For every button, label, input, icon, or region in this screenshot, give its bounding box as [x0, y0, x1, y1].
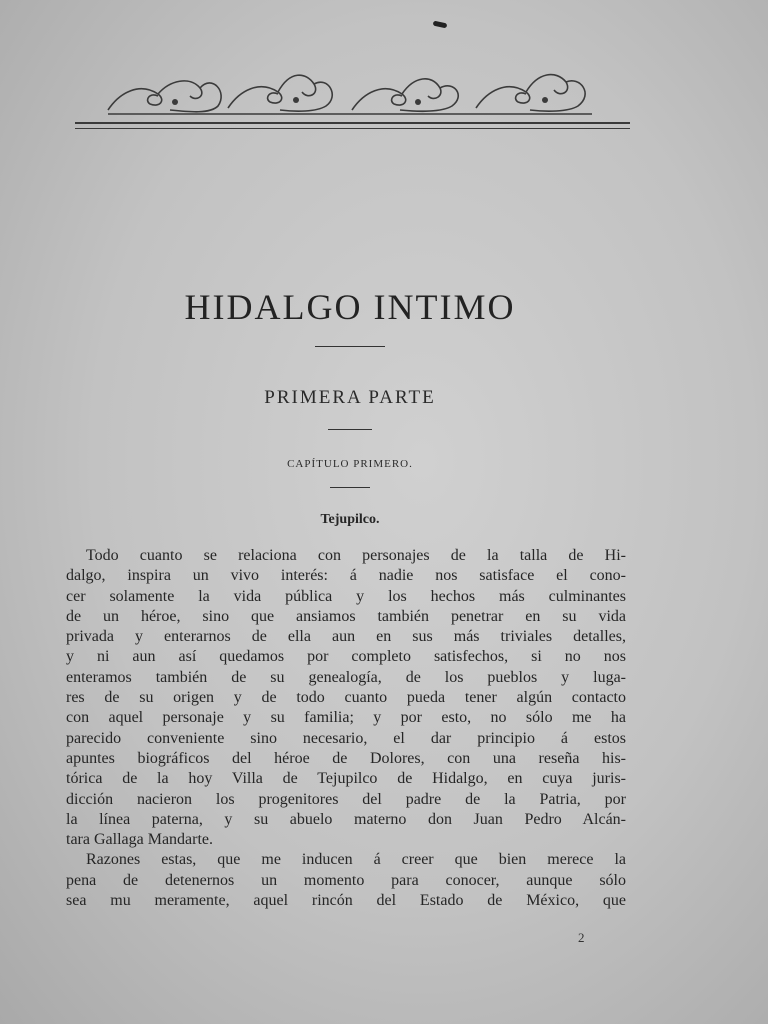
ink-blot: [433, 21, 448, 29]
text-line: cer solamente la vida pública y los hechos más culminantes: [66, 587, 626, 605]
text-line: de un héroe, sino que ansiamos también penetrar en su vida: [66, 607, 626, 625]
text-line: Todo cuanto se relaciona con personajes de la talla de Hi-: [86, 547, 626, 564]
text-line: dalgo, inspira un vivo interés: á nadie nos satisface el cono-: [66, 567, 626, 585]
part-heading: PRIMERA PARTE: [264, 387, 436, 408]
body-text: [66, 546, 626, 911]
chapter-heading: CAPÍTULO PRIMERO.: [287, 458, 413, 470]
title-divider: [315, 346, 385, 347]
decorative-headpiece-ornament: [100, 62, 600, 120]
part-divider: [328, 429, 372, 430]
text-line: privada y enterarnos de ella aun en sus más triviales detalles,: [66, 628, 626, 646]
text-line: res de su origen y de todo cuanto pueda tener algún contacto: [66, 689, 626, 707]
text-line: con aquel personaje y su familia; y por esto, no sólo me ha: [66, 709, 626, 727]
text-line: pena de detenernos un momento para conocer, aunque sólo: [66, 871, 626, 889]
text-line: sea mu meramente, aquel rincón del Estado de México, que: [66, 892, 626, 910]
text-line: dicción nacieron los progenitores del padre de la Patria, por: [66, 790, 626, 808]
text-line: y ni aun así quedamos por completo satisfechos, si no nos: [66, 648, 626, 666]
text-line: Razones estas, que me inducen á creer que bien merece la: [86, 851, 626, 869]
text-line: tórica de la hoy Villa de Tejupilco de Hidalgo, en cuya juris-: [66, 770, 626, 788]
section-heading: Tejupilco.: [320, 512, 380, 527]
header-rule-thick: [75, 122, 630, 124]
text-line: parecido conveniente sino necesario, el dar principio á estos: [66, 729, 626, 747]
book-title: HIDALGO INTIMO: [184, 287, 516, 327]
text-line: la línea paterna, y su abuelo materno don Juan Pedro Alcán-: [66, 810, 626, 828]
text-line: tara Gallaga Mandarte.: [66, 831, 214, 849]
text-line: apuntes biográficos del héroe de Dolores, con una reseña his-: [66, 749, 626, 767]
header-rule-thin: [75, 128, 630, 129]
chapter-divider: [330, 487, 370, 488]
text-line: enteramos también de su genealogía, de los pueblos y luga-: [66, 668, 626, 686]
page-number: 2: [578, 930, 585, 945]
